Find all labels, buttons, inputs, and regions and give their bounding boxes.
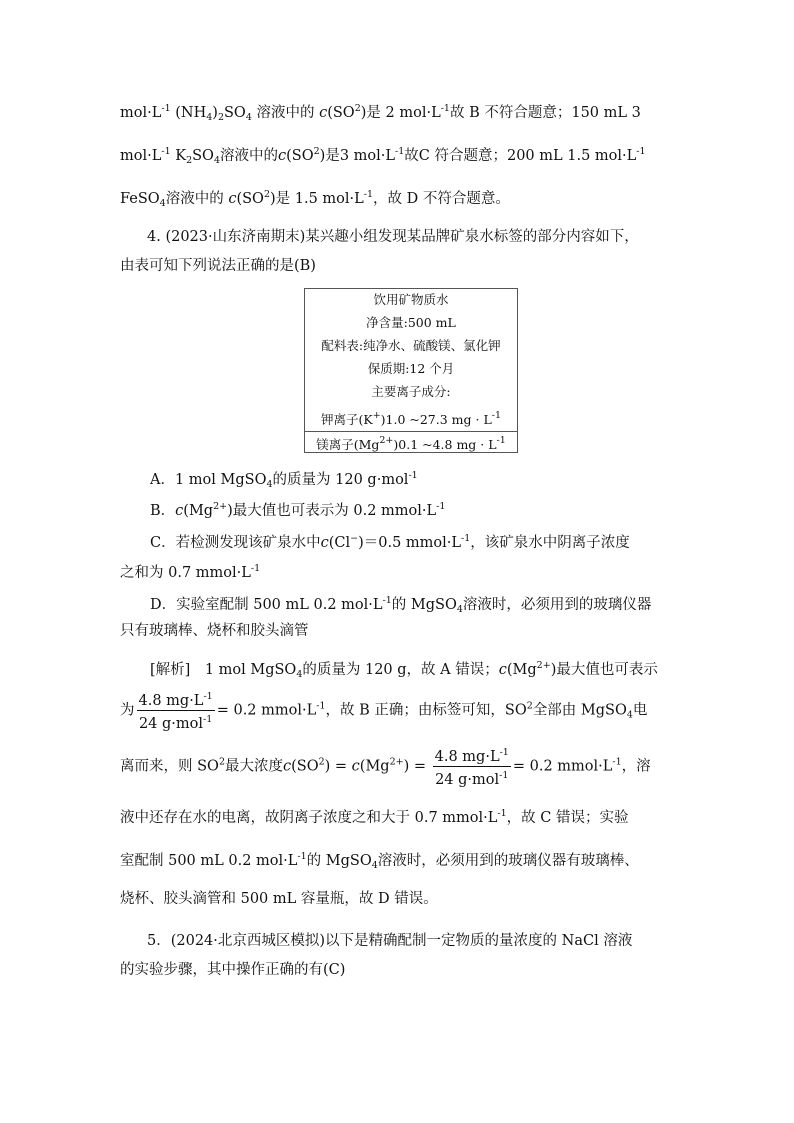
q5-stem-line-1: 5．(2024·北京西城区模拟)以下是精确配制一定物质的量浓度的 NaCl 溶液: [147, 933, 633, 949]
q4-stem-line-1: 4. (2023·山东济南期末)某兴趣小组发现某品牌矿泉水标签的部分内容如下，: [147, 229, 639, 245]
mineral-water-label: [304, 288, 518, 453]
intro-line-2: $mol\cdot L^{-1}$ $K_2SO_4$溶液中的$c(SO^2)$是3 $mol\cdot L^{-1}$故C 符合题意；200 mL 1.5 $mol\cdot L^{-1}$: [120, 146, 646, 166]
label-shelf-life: 保质期:12 个月: [367, 361, 455, 376]
analysis-line-6: 烧杯、胶头滴管和 500 mL 容量瓶，故 D 错误。: [120, 891, 438, 907]
q4-option-a: A．1 mol MgSO$_4$的质量为 120 g·mol$^{-1}$: [150, 470, 418, 490]
q4-option-d-line-2: 只有玻璃棒、烧杯和胶头滴管: [120, 623, 309, 639]
label-ingredients: 配料表:纯净水、硫酸镁、氯化钾: [321, 338, 501, 353]
q4-option-d-line-1: D．实验室配制 500 mL 0.2 $mol\cdot L^{-1}$的 MgSO$_4$溶液时，必须用到的玻璃仪器: [150, 595, 652, 615]
analysis-line-1: [解析] 1 mol MgSO$_4$的质量为 120 g，故 A 错误；$c(Mg^{2+})$最大值也可表示: [150, 660, 658, 680]
fraction-2: $\frac{4.8 mg\cdot L^{-1}}{24 g\cdot mol^{-1}}$: [433, 744, 511, 789]
label-potassium: 钾离子(K+)1.0 ~27.3 mg · $L^{-1}$: [320, 410, 502, 427]
fraction-1: $\frac{4.8 mg\cdot L^{-1}}{24 g\cdot mol^{-1}}$: [137, 688, 215, 733]
q4-option-c-line-1: C．若检测发现该矿泉水中c(Cl−)＝0.5 $mmol\cdot L^{-1}$，该矿泉水中阴离子浓度: [150, 533, 630, 551]
q4-option-b: B．$c(Mg^{2+})$最大值也可表示为 0.2 $mmol\cdot L^{-1}$: [150, 501, 446, 519]
intro-line-1: $mol\cdot L^{-1}$ $(NH_4)_2SO_4$ 溶液中的 $c(SO^2)$是 2 $mol\cdot L^{-1}$故 B 不符合题意；150 mL 3: [120, 103, 641, 123]
analysis-line-3: 离而来，则 $SO^2$最大浓度$c(SO^2) = c(Mg^{2+})$ = $\frac{4.8 mg\cdot L^{-1}}{24 g\cdot mol^{-1}}$ = 0.2 $mmol\cdot L^{-1}$，溶: [120, 744, 651, 789]
label-ions-title: 主要离子成分:: [371, 384, 451, 399]
label-volume: 净含量:500 mL: [366, 315, 456, 330]
label-magnesium: 镁离子$(Mg^{2+})0.1$ ~4.8 mg · $L^{-1}$: [305, 431, 517, 454]
label-title: 饮用矿物质水: [373, 292, 449, 307]
q4-stem-line-2: 由表可知下列说法正确的是(B): [120, 258, 316, 274]
analysis-line-2: 为 $\frac{4.8 mg\cdot L^{-1}}{24 g\cdot mol^{-1}}$ = 0.2 $mmol\cdot L^{-1}$，故 B 正确；由标签可知，$SO^2$全部由 MgSO$_4$电: [120, 688, 647, 733]
analysis-line-4: 液中还存在水的电离，故阴离子浓度之和大于 0.7 $mmol\cdot L^{-1}$，故 C 错误；实验: [120, 808, 629, 826]
analysis-line-5: 室配制 500 mL 0.2 $mol\cdot L^{-1}$的 MgSO$_4$溶液时，必须用到的玻璃仪器有玻璃棒、: [120, 851, 639, 871]
intro-line-3: FeSO$_4$溶液中的 $c(SO^2)$是 1.5 $mol\cdot L^{-1}$，故 D 不符合题意。: [120, 189, 510, 209]
q4-option-c-line-2: 之和为 0.7 $mmol\cdot L^{-1}$: [120, 563, 261, 581]
q5-stem-line-2: 的实验步骤，其中操作正确的有(C): [120, 962, 346, 978]
